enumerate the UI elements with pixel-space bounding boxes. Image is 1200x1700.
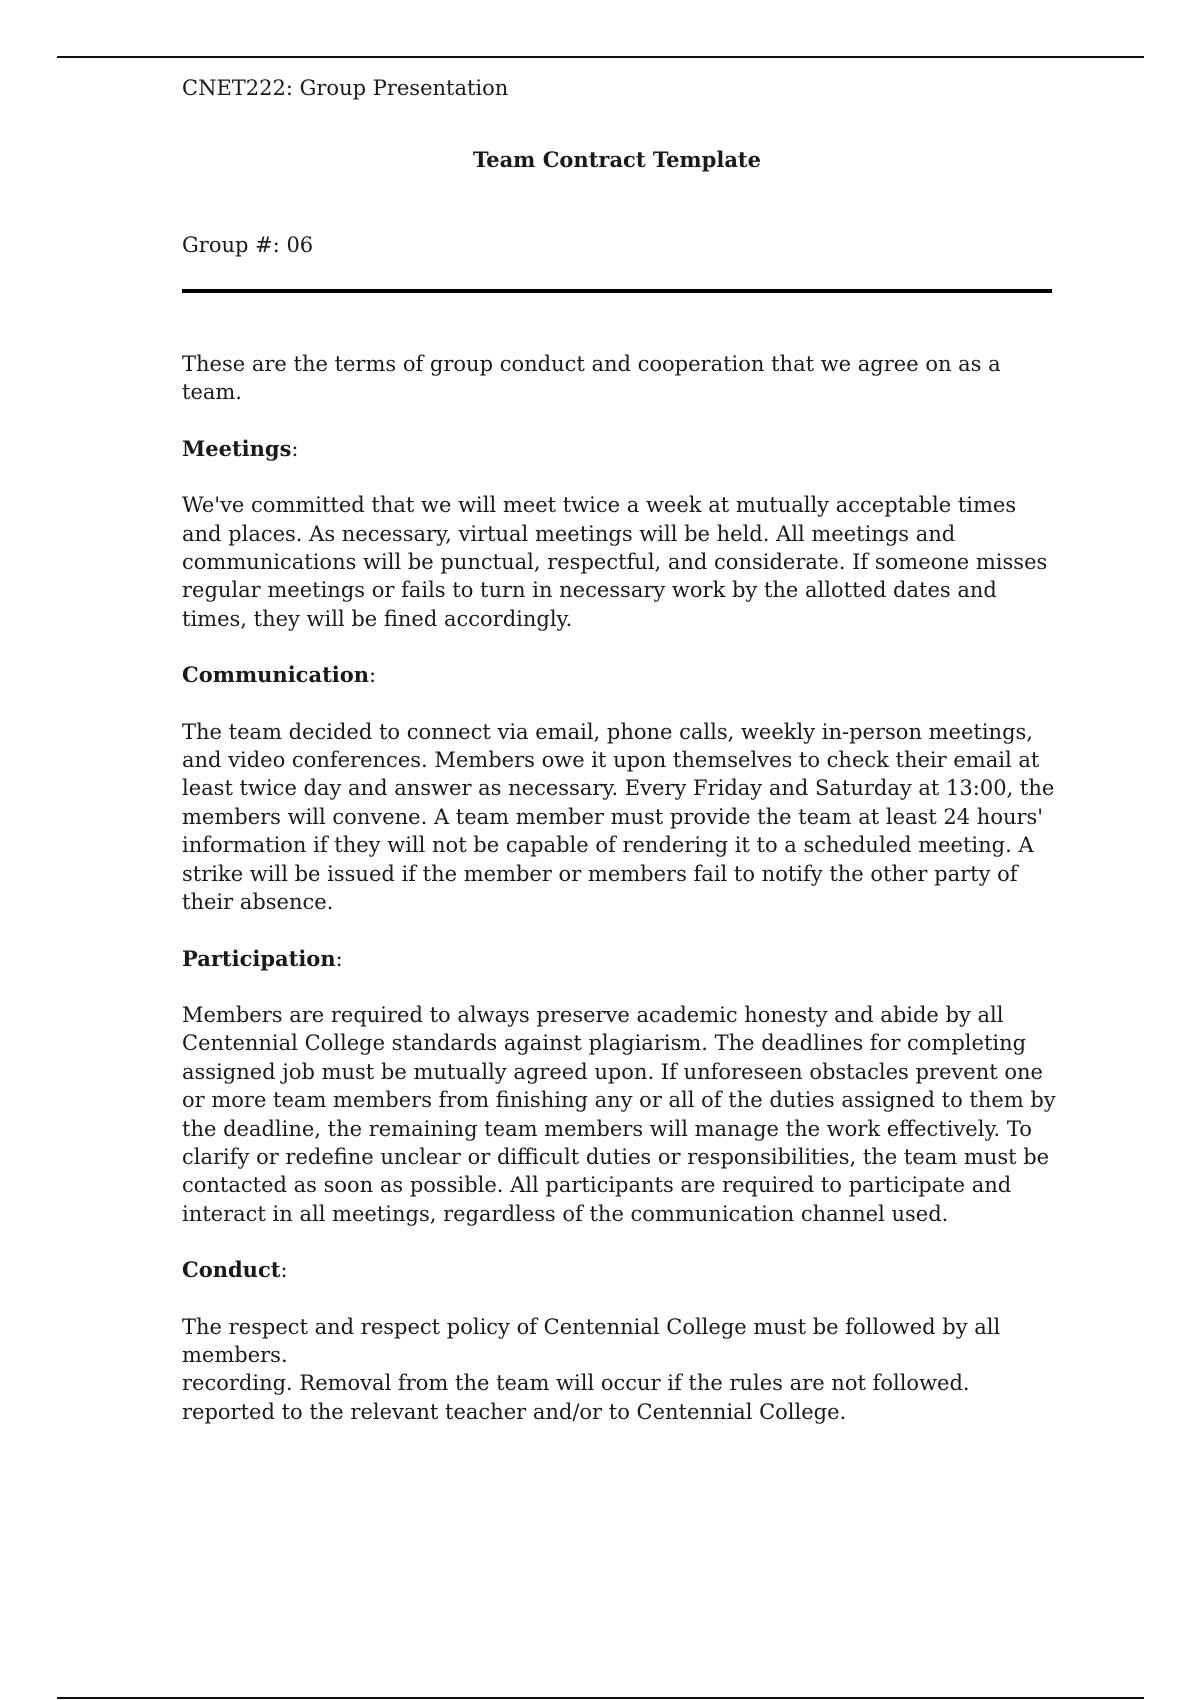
conduct-heading-colon: : — [280, 1258, 288, 1283]
participation-heading-colon: : — [335, 946, 343, 971]
top-rule — [57, 56, 1144, 58]
meetings-heading-label: Meetings — [182, 435, 292, 461]
bottom-rule — [57, 1697, 1144, 1699]
communication-paragraph: The team decided to connect via email, phone calls, weekly in-person meetings, and video conferences. Members owe it upon themselves to check their email at least twice day and answer as necessary. Every Friday and Saturday at 13:00, the members will convene. A team member must provide the team at least 24 hours' information if they will not be capable of rendering it to a scheduled meeting. A strike will be issued if the member or members fail to notify the other party of their absence. — [182, 719, 1055, 915]
communication-heading-colon: : — [369, 663, 377, 688]
title-divider — [182, 289, 1052, 293]
contract-body — [182, 350, 1062, 1454]
conduct-heading — [182, 1256, 1062, 1284]
page-title: Team Contract Template — [472, 147, 761, 172]
intro-paragraph: These are the terms of group conduct and cooperation that we agree on as a team. — [182, 352, 1001, 405]
meetings-heading-colon: : — [291, 436, 299, 461]
participation-paragraph: Members are required to always preserve academic honesty and abide by all Centennial College standards against plagiarism. The deadlines for completing assigned job must be mutually agreed upon. If unforeseen obstacles prevent one or more team members from finishing any or all of the duties assigned to them by the deadline, the remaining team members will manage the work effectively. To clarify or redefine unclear or difficult duties or responsibilities, the team must be contacted as soon as possible. All participants are required to participate and interact in all meetings, regardless of the communication channel used. — [182, 1002, 1056, 1226]
participation-heading — [182, 945, 1062, 973]
meetings-paragraph: We've committed that we will meet twice a week at mutually acceptable times and places. As necessary, virtual meetings will be held. All meetings and communications will be punctual, respectful, and considerate. If someone misses regular meetings or fails to turn in necessary work by the allotted dates and times, they will be fined accordingly. — [182, 493, 1048, 631]
course-header: CNET222: Group Presentation — [182, 76, 509, 100]
communication-heading-label: Communication — [182, 662, 370, 688]
communication-heading — [182, 661, 1062, 689]
group-number: Group #: 06 — [182, 233, 314, 257]
meetings-heading — [182, 435, 1062, 463]
conduct-heading-label: Conduct — [182, 1257, 281, 1283]
participation-heading-label: Participation — [182, 945, 336, 971]
conduct-paragraph: The respect and respect policy of Centennial College must be followed by all members. recording. Removal from the team will occur if the rules are not followed. reported to the relevant teacher and/or to Centennial College. — [182, 1314, 1001, 1424]
